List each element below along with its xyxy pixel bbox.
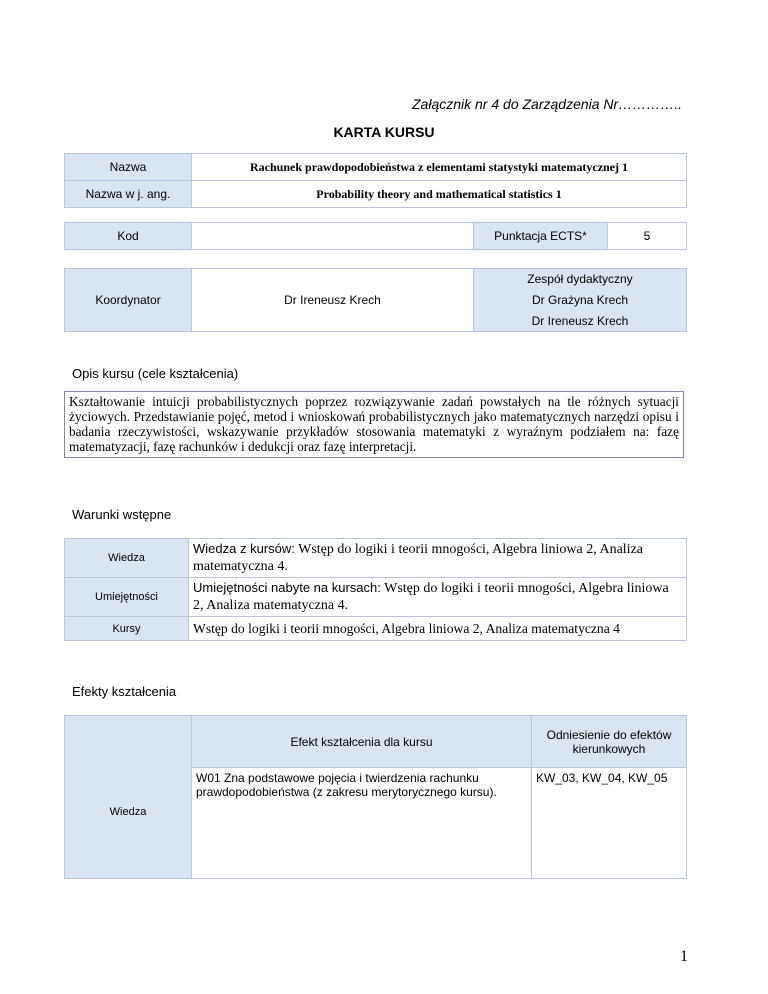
outcome-col-ref: Odniesienie do efektów kierunkowych bbox=[532, 716, 687, 768]
outcome-effect: W01 Zna podstawowe pojęcia i twierdzenia rachunku prawdopodobieństwa (z zakresu merytorycznego kursu). bbox=[192, 768, 532, 879]
outcome-ref: KW_03, KW_04, KW_05 bbox=[532, 768, 687, 879]
prereq-prefix: Umiejętności nabyte na kursach: bbox=[193, 580, 381, 595]
prereq-text: Wstęp do logiki i teorii mnogości, Algebra liniowa 2, Analiza matematyczna 4. bbox=[193, 542, 644, 574]
prereq-skills bbox=[189, 578, 687, 617]
prereq-courses bbox=[189, 617, 687, 641]
coordinator-name: Dr Ireneusz Krech bbox=[192, 269, 474, 332]
prereq-text: Wstęp do logiki i teorii mnogości, Algebra liniowa 2, Analiza matematyczna 4. bbox=[193, 581, 669, 613]
prerequisites-table bbox=[64, 538, 687, 641]
prerequisites-heading: Warunki wstępne bbox=[72, 507, 172, 522]
page-title: KARTA KURSU bbox=[333, 124, 435, 140]
prereq-label-skills: Umiejętności bbox=[65, 578, 189, 617]
outcomes-table bbox=[64, 715, 687, 879]
course-name-en: Probability theory and mathematical statistics 1 bbox=[192, 181, 687, 208]
annex-note: Załącznik nr 4 do Zarządzenia Nr………….. bbox=[412, 96, 682, 112]
prereq-text: Wstęp do logiki i teorii mnogości, Algebra liniowa 2, Analiza matematyczna 4 bbox=[193, 620, 620, 636]
prereq-knowledge bbox=[189, 539, 687, 578]
description-text: Kształtowanie intuicji probabilistycznych poprzez rozwiązywanie zadań powstałych na tle różnych sytuacji życiowych. Przedstawianie pojęć, metod i wnioskowań probabilistycznych jako matematycznych narzędzi opisu i badania rzeczywistości, wskazywanie przykładów stosowania matematyki z wyraźnym podziałem na: fazę matematyzacji, fazę rachunków i dedukcji oraz fazę interpretacji. bbox=[69, 394, 679, 454]
prereq-label-knowledge: Wiedza bbox=[65, 539, 189, 578]
ects-value: 5 bbox=[608, 223, 687, 250]
team-label: Zespół dydaktyczny bbox=[474, 269, 687, 290]
outcome-col-effect: Efekt kształcenia dla kursu bbox=[192, 716, 532, 768]
code-table bbox=[64, 222, 687, 250]
prereq-label-courses: Kursy bbox=[65, 617, 189, 641]
description-box bbox=[64, 391, 684, 458]
ects-label: Punktacja ECTS* bbox=[474, 223, 608, 250]
code-label: Kod bbox=[65, 223, 192, 250]
name-en-label: Nazwa w j. ang. bbox=[65, 181, 192, 208]
description-heading: Opis kursu (cele kształcenia) bbox=[72, 366, 239, 381]
outcomes-heading: Efekty kształcenia bbox=[72, 684, 177, 699]
team-member: Dr Ireneusz Krech bbox=[474, 311, 687, 332]
outcome-row-label: Wiedza bbox=[65, 716, 192, 879]
coordinator-label: Koordynator bbox=[65, 269, 192, 332]
page-number: 1 bbox=[680, 948, 688, 965]
team-member: Dr Grażyna Krech bbox=[474, 290, 687, 311]
prereq-prefix: Wiedza z kursów: bbox=[193, 541, 295, 556]
staff-table bbox=[64, 268, 687, 332]
name-label: Nazwa bbox=[65, 154, 192, 181]
course-name: Rachunek prawdopodobieństwa z elementami statystyki matematycznej 1 bbox=[192, 154, 687, 181]
code-value bbox=[192, 223, 474, 250]
course-name-table bbox=[64, 153, 687, 208]
